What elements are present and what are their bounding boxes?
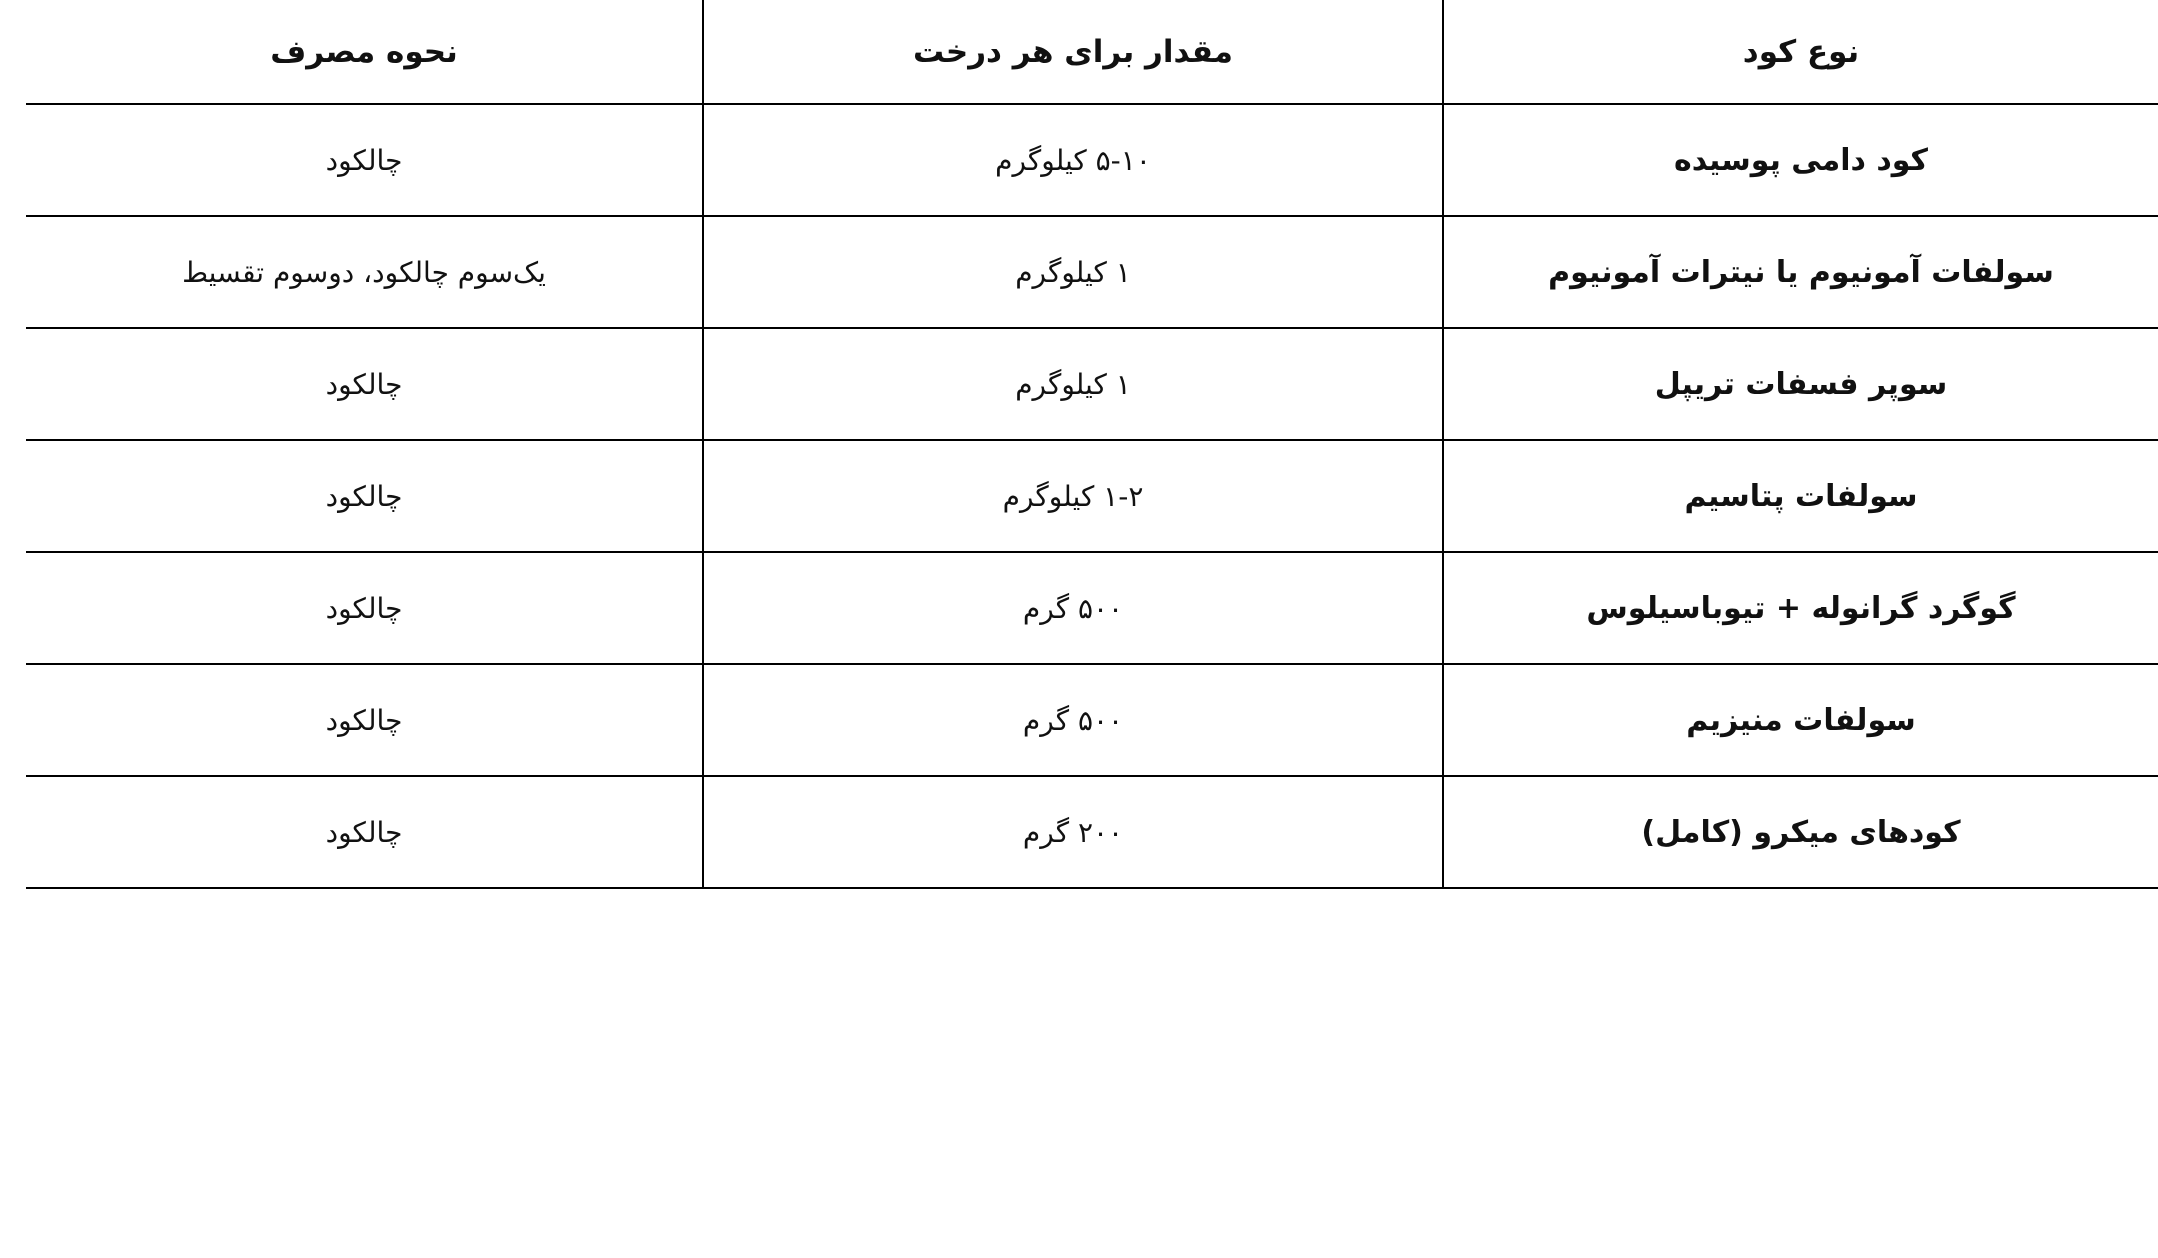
cell-fertilizer-type: سولفات منیزیم <box>1443 664 2158 776</box>
table-row <box>26 552 2158 664</box>
column-header-usage: نحوه مصرف <box>26 0 703 104</box>
fertilizer-table <box>26 0 2158 889</box>
column-header-amount: مقدار برای هر درخت <box>703 0 1443 104</box>
cell-usage-method: چالکود <box>26 776 703 888</box>
cell-fertilizer-type: کودهای میکرو (کامل) <box>1443 776 2158 888</box>
table-header <box>26 0 2158 104</box>
cell-fertilizer-type: کود دامی پوسیده <box>1443 104 2158 216</box>
cell-amount-per-tree: ۵۰۰ گرم <box>703 664 1443 776</box>
cell-fertilizer-type: سوپر فسفات تریپل <box>1443 328 2158 440</box>
table-row <box>26 104 2158 216</box>
cell-usage-method: چالکود <box>26 664 703 776</box>
table-row <box>26 216 2158 328</box>
cell-usage-method: چالکود <box>26 552 703 664</box>
table-header-row <box>26 0 2158 104</box>
table-body <box>26 104 2158 888</box>
cell-usage-method: چالکود <box>26 440 703 552</box>
table-row <box>26 776 2158 888</box>
cell-fertilizer-type: سولفات آمونیوم یا نیترات آمونیوم <box>1443 216 2158 328</box>
cell-usage-method: یک‌سوم چالکود، دوسوم تقسیط <box>26 216 703 328</box>
cell-fertilizer-type: سولفات پتاسیم <box>1443 440 2158 552</box>
column-header-type: نوع کود <box>1443 0 2158 104</box>
cell-usage-method: چالکود <box>26 104 703 216</box>
table-row <box>26 664 2158 776</box>
cell-amount-per-tree: ۵-۱۰ کیلوگرم <box>703 104 1443 216</box>
cell-amount-per-tree: ۵۰۰ گرم <box>703 552 1443 664</box>
cell-amount-per-tree: ۲۰۰ گرم <box>703 776 1443 888</box>
cell-amount-per-tree: ۱ کیلوگرم <box>703 216 1443 328</box>
cell-fertilizer-type: گوگرد گرانوله + تیوباسیلوس <box>1443 552 2158 664</box>
table-row <box>26 440 2158 552</box>
cell-usage-method: چالکود <box>26 328 703 440</box>
cell-amount-per-tree: ۱-۲ کیلوگرم <box>703 440 1443 552</box>
cell-amount-per-tree: ۱ کیلوگرم <box>703 328 1443 440</box>
table-row <box>26 328 2158 440</box>
